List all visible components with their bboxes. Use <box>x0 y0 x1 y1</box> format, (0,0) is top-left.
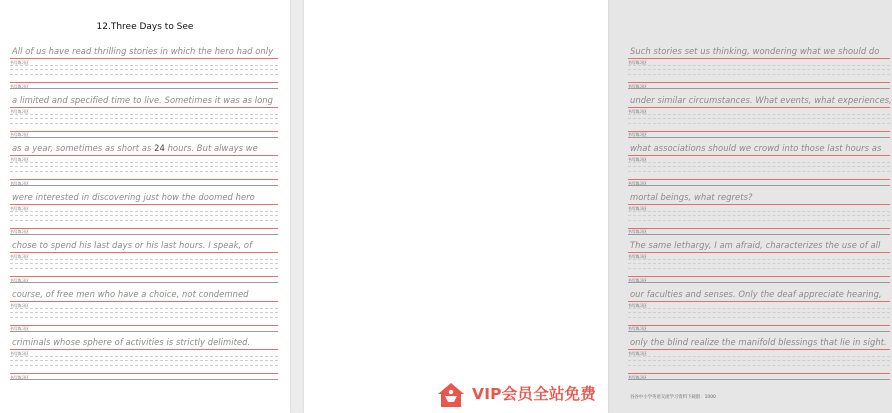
red-guide-line <box>10 349 278 350</box>
practice-block <box>628 192 890 238</box>
dashed-guide-line <box>10 118 278 119</box>
dashed-guide-line <box>10 308 278 309</box>
vip-text: VIP会员全站免费 <box>472 385 596 403</box>
dashed-guide-line <box>628 123 890 124</box>
dashed-guide-line <box>10 268 278 269</box>
dashed-guide-line <box>628 114 890 115</box>
practice-tag: 书写练习区 <box>10 277 29 283</box>
sentence-line: Such stories set us thinking, wondering what we should do <box>630 46 880 56</box>
dashed-guide-line <box>10 65 278 66</box>
footer-note: 谷谷中小学英语交流学习资料下载群：1000 <box>630 395 716 400</box>
red-guide-line <box>10 252 278 253</box>
base-line <box>10 88 278 89</box>
dashed-guide-line <box>628 171 890 172</box>
dashed-guide-line <box>10 69 278 70</box>
dashed-guide-line <box>10 317 278 318</box>
practice-tag: 书写练习区 <box>628 157 647 162</box>
dashed-guide-line <box>628 365 890 366</box>
dashed-guide-line <box>628 215 890 216</box>
sentence-line: mortal beings, what regrets? <box>630 191 753 202</box>
red-guide-line <box>628 252 890 253</box>
base-line <box>10 137 278 138</box>
sentence-line: under similar circumstances. What events, what experiences, <box>630 94 892 105</box>
sentence-line: a limited and specified time to live. Sometimes it was as long <box>12 94 273 105</box>
dashed-guide-line <box>628 360 890 361</box>
sentence-line: All of us have read thrilling stories in which the hero had only <box>12 46 274 56</box>
practice-tag: 书写练习区 <box>628 60 647 65</box>
practice-tag: 书写练习区 <box>10 351 29 356</box>
red-guide-line <box>628 349 890 350</box>
practice-tag: 书写练习区 <box>628 326 647 331</box>
practice-tag: 书写练习区 <box>10 302 29 308</box>
base-line <box>628 234 890 235</box>
red-guide-line <box>10 58 278 59</box>
practice-tag: 书写练习区 <box>10 326 29 331</box>
dashed-guide-line <box>10 162 278 163</box>
base-line <box>628 282 890 283</box>
red-guide-line <box>628 155 890 156</box>
red-guide-line <box>10 325 278 326</box>
sentence-line: our faculties and senses. Only the deaf appreciate hearing, <box>630 288 882 299</box>
page-spine <box>290 0 304 413</box>
text-segment: hours. But always we <box>164 143 258 153</box>
dashed-guide-line <box>628 118 890 119</box>
practice-block <box>10 95 278 141</box>
sentence-line <box>12 143 258 153</box>
dashed-guide-line <box>628 162 890 163</box>
practice-block <box>10 240 278 286</box>
base-line <box>10 331 278 332</box>
dashed-guide-line <box>10 263 278 264</box>
practice-tag: 书写练习区 <box>628 108 647 114</box>
red-guide-line <box>628 58 890 59</box>
sentence-line: criminals whose sphere of activities is strictly delimited. <box>12 337 251 347</box>
red-guide-line <box>628 131 890 132</box>
sentence-line: The same lethargy, I am afraid, characterizes the use of all <box>630 240 881 250</box>
practice-block <box>10 143 278 189</box>
practice-block <box>628 289 890 335</box>
red-guide-line <box>10 82 278 83</box>
practice-tag: 书写练习区 <box>628 180 647 186</box>
red-guide-line <box>10 179 278 180</box>
red-guide-line <box>10 373 278 374</box>
practice-tag: 书写练习区 <box>10 180 29 186</box>
dashed-guide-line <box>628 268 890 269</box>
sentence-line: course, of free men who have a choice, not condemned <box>12 288 249 299</box>
red-guide-line <box>628 228 890 229</box>
sentence-line: what associations should we crowd into those last hours as <box>630 143 882 153</box>
practice-block <box>628 46 890 92</box>
base-line <box>628 331 890 332</box>
dashed-guide-line <box>628 211 890 212</box>
practice-tag: 书写练习区 <box>10 374 29 380</box>
practice-tag: 书写练习区 <box>628 374 647 380</box>
red-guide-line <box>10 107 278 108</box>
dashed-guide-line <box>628 166 890 167</box>
practice-tag: 书写练习区 <box>628 132 647 137</box>
practice-block <box>628 143 890 189</box>
base-line <box>628 185 890 186</box>
text-segment: as a year, sometimes as short as <box>12 143 155 153</box>
red-guide-line <box>628 107 890 108</box>
red-guide-line <box>10 276 278 277</box>
red-guide-line <box>628 276 890 277</box>
base-line <box>10 234 278 235</box>
practice-tag: 书写练习区 <box>628 351 647 356</box>
left-page <box>0 0 290 413</box>
red-guide-line <box>10 204 278 205</box>
practice-tag: 书写练习区 <box>10 60 29 65</box>
page-title: 12.Three Days to See <box>96 22 194 32</box>
dashed-guide-line <box>628 259 890 260</box>
red-guide-line <box>10 228 278 229</box>
sentence-line: were interested in discovering just how the doomed hero <box>12 191 255 202</box>
red-guide-line <box>628 82 890 83</box>
dashed-guide-line <box>10 215 278 216</box>
dashed-guide-line <box>10 114 278 115</box>
practice-tag: 书写练习区 <box>628 277 647 283</box>
dashed-guide-line <box>10 356 278 357</box>
practice-block <box>10 289 278 335</box>
dashed-guide-line <box>10 312 278 313</box>
practice-tag: 书写练习区 <box>10 132 29 137</box>
dashed-guide-line <box>628 69 890 70</box>
practice-tag: 书写练习区 <box>10 108 29 114</box>
dashed-guide-line <box>10 211 278 212</box>
dashed-guide-line <box>10 166 278 167</box>
practice-tag: 书写练习区 <box>628 83 647 89</box>
practice-tag: 书写练习区 <box>10 254 29 259</box>
practice-tag: 书写练习区 <box>628 254 647 259</box>
sentence-line: only the blind realize the manifold blessings that lie in sight. <box>630 337 887 347</box>
sentence-line: chose to spend his last days or his last hours. I speak, of <box>12 240 253 250</box>
dashed-guide-line <box>10 123 278 124</box>
practice-block <box>10 46 278 92</box>
practice-tag: 书写练习区 <box>628 205 647 211</box>
dashed-guide-line <box>628 74 890 75</box>
practice-tag: 书写练习区 <box>10 83 29 89</box>
base-line <box>628 88 890 89</box>
base-line <box>628 137 890 138</box>
dashed-guide-line <box>10 171 278 172</box>
red-guide-line <box>10 155 278 156</box>
base-line <box>10 185 278 186</box>
practice-tag: 书写练习区 <box>628 229 647 234</box>
dashed-guide-line <box>628 263 890 264</box>
dashed-guide-line <box>628 65 890 66</box>
red-guide-line <box>10 131 278 132</box>
red-guide-line <box>10 301 278 302</box>
practice-block <box>628 337 890 383</box>
dashed-guide-line <box>10 74 278 75</box>
dashed-guide-line <box>10 259 278 260</box>
practice-block <box>628 95 890 141</box>
dashed-guide-line <box>628 312 890 313</box>
dashed-guide-line <box>10 365 278 366</box>
base-line <box>628 379 890 380</box>
red-guide-line <box>628 179 890 180</box>
practice-block <box>10 192 278 238</box>
dashed-guide-line <box>628 317 890 318</box>
right-page <box>304 0 892 413</box>
red-guide-line <box>628 204 890 205</box>
practice-block <box>10 337 278 383</box>
red-guide-line <box>628 325 890 326</box>
dashed-guide-line <box>628 308 890 309</box>
number-text: 24 <box>154 143 165 153</box>
practice-tag: 书写练习区 <box>10 205 29 211</box>
dashed-guide-line <box>10 360 278 361</box>
practice-tag: 书写练习区 <box>628 302 647 308</box>
dashed-guide-line <box>10 220 278 221</box>
practice-tag: 书写练习区 <box>10 157 29 162</box>
base-line <box>10 379 278 380</box>
practice-block <box>628 240 890 286</box>
base-line <box>10 282 278 283</box>
dashed-guide-line <box>628 220 890 221</box>
practice-tag: 书写练习区 <box>10 229 29 234</box>
vip-watermark[interactable] <box>434 378 608 413</box>
dashed-guide-line <box>628 356 890 357</box>
house-badge-icon <box>436 381 466 409</box>
red-guide-line <box>628 373 890 374</box>
red-guide-line <box>628 301 890 302</box>
